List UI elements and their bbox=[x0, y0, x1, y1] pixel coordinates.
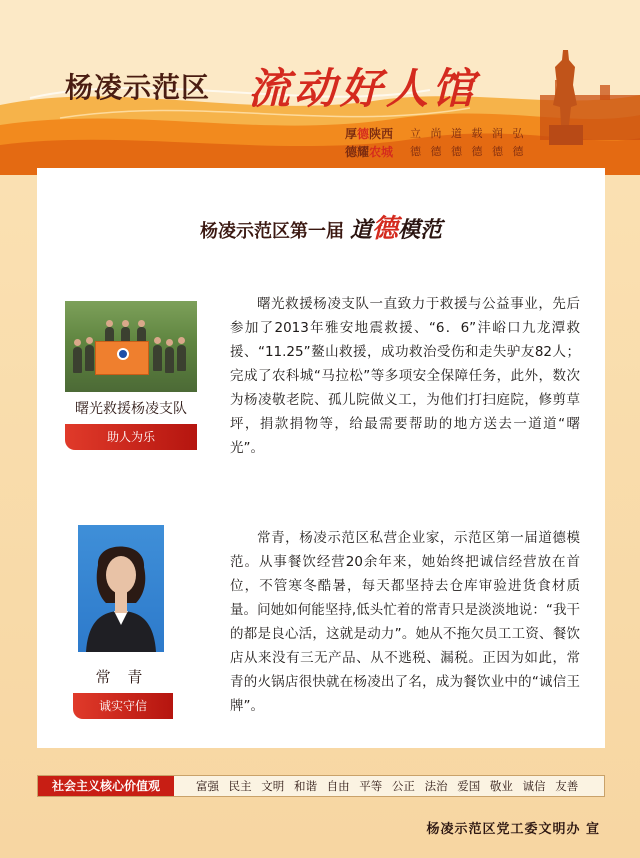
virtues-top: 立 尚 道 载 润 弘 bbox=[410, 127, 527, 140]
virtues-list bbox=[410, 125, 526, 161]
core-values-list: 富强 民主 文明 和谐 自由 平等 公正 法治 爱国 敬业 诚信 友善 bbox=[196, 779, 579, 793]
issuer-credit: 杨凌示范区党工委文明办 宣 bbox=[426, 822, 600, 837]
section2-tag: 诚实守信 bbox=[73, 693, 173, 719]
slogan bbox=[345, 125, 393, 161]
slogan-char: 陕西 bbox=[369, 127, 394, 141]
card-title-calligraphy bbox=[349, 214, 443, 244]
portrait-photo bbox=[78, 525, 164, 652]
section1-body: 曙光救援杨凌支队一直致力于救援与公益事业，先后参加了2013年雅安地震救援、“6．6”沣峪口九龙潭救援、“11.25”鳌山救援，成功救治受伤和走失驴友82人；完成了农科城“马拉松”等多项安全保障任务，此外，数次为杨凌敬老院、孤儿院做义工，为他们打扫庭院，修剪草坪，捐款捐物等，给最需要帮助的地方送去一道道“曙光”。 bbox=[230, 296, 580, 456]
slogan-char-highlight: 农城 bbox=[369, 145, 394, 159]
virtues-bottom: 德 德 德 德 德 德 bbox=[410, 145, 527, 158]
slogan-char: 德耀 bbox=[345, 145, 370, 159]
portrait-figure bbox=[78, 525, 164, 652]
header-banner bbox=[0, 0, 640, 175]
calli-char: 模范 bbox=[398, 217, 443, 243]
section2-body: 常青，杨凌示范区私营企业家，示范区第一届道德模范。从事餐饮经营20余年来，她始终把诚信经营放在首位，不管寒冬酷暑，每天都坚持去仓库审验进货食材质量。问她如何能坚持,低头忙着的常青只是淡淡地说：“我干的都是良心活，这就是动力”。她从不拖欠员工工资、餐饮店从来没有三无产品、从不逃税、漏税。正因为如此，常青的火锅店很快就在杨凌出了名，成为餐饮业中的“诚信王牌”。 bbox=[230, 530, 580, 714]
card-title-prefix: 杨凌示范区第一届 bbox=[199, 221, 344, 242]
header-title-main: 流动好人馆 bbox=[248, 64, 479, 113]
section1-caption: 曙光救援杨凌支队 bbox=[75, 401, 187, 417]
calli-char-red: 德 bbox=[371, 214, 398, 244]
section1-tag: 助人为乐 bbox=[65, 424, 197, 450]
header-title-region: 杨凌示范区 bbox=[65, 71, 211, 104]
core-values-bar bbox=[37, 775, 605, 797]
team-banner bbox=[95, 341, 149, 375]
slogan-char: 厚 bbox=[345, 127, 358, 141]
rescue-team-photo bbox=[65, 301, 197, 392]
card-title bbox=[37, 208, 605, 245]
section2-caption: 常 青 bbox=[95, 668, 149, 686]
content-card bbox=[37, 168, 605, 748]
statue-icon bbox=[535, 45, 595, 145]
calli-char: 道 bbox=[349, 217, 372, 243]
core-values-label: 社会主义核心价值观 bbox=[38, 776, 174, 796]
slogan-char-highlight: 德 bbox=[357, 127, 370, 141]
